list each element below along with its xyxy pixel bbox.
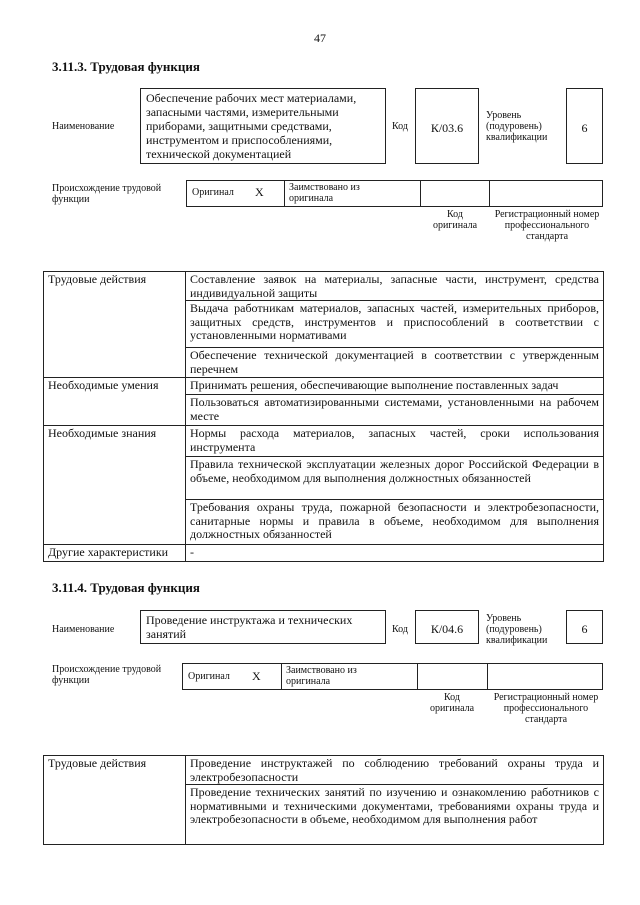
original-label: Оригинал xyxy=(192,187,234,198)
function-name-box xyxy=(140,88,386,164)
original-mark: X xyxy=(255,185,264,199)
detail-item: Проведение инструктажей по соблюдению требований охраны труда и электробезопасности xyxy=(190,756,599,784)
code-caption: Код оригинала xyxy=(432,209,478,231)
name-label: Наименование xyxy=(52,121,115,132)
detail-item: Принимать решения, обеспечивающие выполнение поставленных задач xyxy=(190,378,559,392)
origin-row xyxy=(182,663,603,690)
detail-item: Составление заявок на материалы, запасные части, инструмент, средства индивидуальной защиты xyxy=(190,272,599,300)
level-value: 6 xyxy=(581,622,588,636)
detail-item: - xyxy=(186,545,604,562)
function-name-value: Обеспечение рабочих мест материалами, запасными частями, измерительными приборами, защитными средствами, инструментом и приспособлениями, технической документацией xyxy=(146,91,357,161)
row-label: Необходимые знания xyxy=(44,426,186,545)
original-mark: X xyxy=(252,669,261,683)
page-number: 47 xyxy=(314,31,326,45)
borrowed-label: Заимствовано из оригинала xyxy=(286,665,357,687)
detail-item: Выдача работникам материалов, запасных частей, измерительных приборов, защитных средств, инструментов и приспособлений в соответствии с установленными нормативами xyxy=(186,300,603,347)
origin-row xyxy=(186,180,603,207)
detail-item: Проведение технических занятий по изучению и ознакомлению работников с нормативными и техническими документами, требованиями охраны труда и электробезопасности в объеме, необходимом для выполнения работ xyxy=(186,784,603,844)
detail-item: Правила технической эксплуатации железных дорог Российской Федерации в объеме, необходимом для выполнения должностных обязанностей xyxy=(186,456,603,499)
code-value: К/04.6 xyxy=(430,622,464,636)
detail-item: Пользоваться автоматизированными системами, установленными на рабочем месте xyxy=(186,394,603,425)
borrowed-label: Заимствовано из оригинала xyxy=(289,182,360,204)
level-box xyxy=(566,88,603,164)
code-caption: Код оригинала xyxy=(429,692,475,714)
level-box xyxy=(566,610,603,644)
code-label: Код xyxy=(392,121,408,132)
reg-caption: Регистрационный номер профессионального стандарта xyxy=(493,692,599,725)
function-name-box xyxy=(140,610,386,644)
code-label: Код xyxy=(392,624,408,635)
level-label: Уровень (подуровень) квалификации xyxy=(486,110,548,143)
section-heading-3-11-4: 3.11.4. Трудовая функция xyxy=(52,580,200,595)
origin-label: Происхождение трудовой функции xyxy=(52,183,162,205)
row-label: Трудовые действия xyxy=(44,272,186,378)
function-name-value: Проведение инструктажа и технических занятий xyxy=(146,613,353,641)
function-details-table-1 xyxy=(43,271,604,562)
reg-caption: Регистрационный номер профессионального стандарта xyxy=(494,209,600,242)
original-label: Оригинал xyxy=(188,671,230,682)
section-heading-3-11-3: 3.11.3. Трудовая функция xyxy=(52,59,200,74)
code-value: К/03.6 xyxy=(430,121,464,135)
code-box xyxy=(415,610,479,644)
level-value: 6 xyxy=(581,121,588,135)
detail-item: Нормы расхода материалов, запасных частей, сроки использования инструмента xyxy=(190,426,599,454)
detail-item: Обеспечение технической документацией в соответствии с утвержденным перечнем xyxy=(186,347,603,377)
detail-item: Требования охраны труда, пожарной безопасности и электробезопасности, санитарные нормы и правила в объеме, необходимом для выполнения должностных обязанностей xyxy=(186,499,603,544)
row-label: Трудовые действия xyxy=(44,756,186,845)
name-label: Наименование xyxy=(52,624,115,635)
level-label: Уровень (подуровень) квалификации xyxy=(486,613,548,646)
row-label: Необходимые умения xyxy=(44,378,186,426)
function-details-table-2 xyxy=(43,755,604,845)
row-label: Другие характеристики xyxy=(44,545,186,562)
code-box xyxy=(415,88,479,164)
origin-label: Происхождение трудовой функции xyxy=(52,664,162,686)
